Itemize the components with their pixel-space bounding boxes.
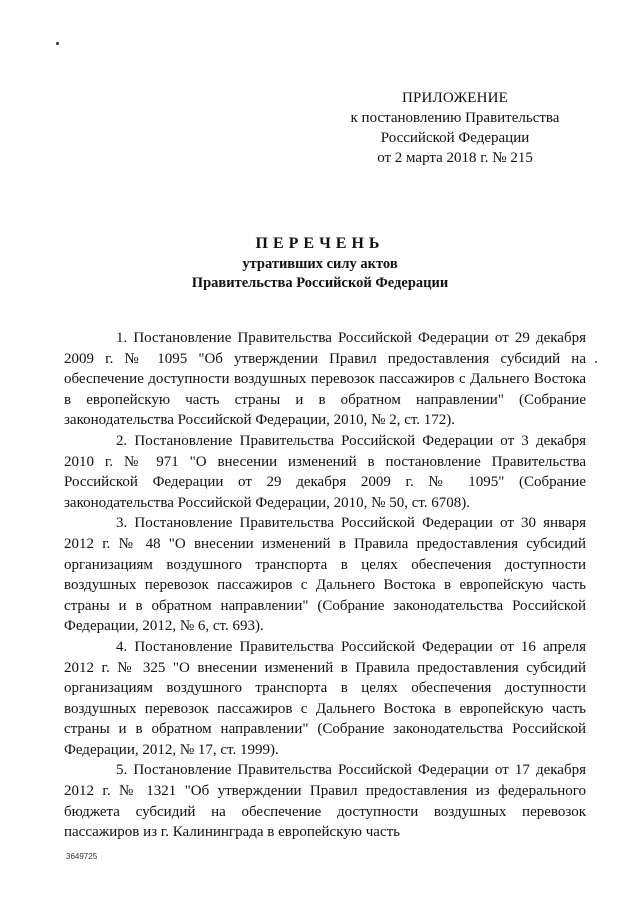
heading-subtitle: Правительства Российской Федерации	[191, 275, 449, 291]
heading-title: ПЕРЕЧЕНЬ	[255, 235, 385, 252]
list-item: 2. Постановление Правительства Российской Федерации от 3 декабря 2010 г. № 971 "О внесении изменений в постановление Правительства Российской Федерации от 29 декабря 2009 г. № 1095" (Собрание законодательства Российской Федерации, 2010, № 50, ст. 6708).	[64, 432, 586, 511]
scan-speck	[56, 42, 59, 45]
scan-speck	[595, 361, 597, 363]
appendix-date-number: от 2 марта 2018 г. № 215	[377, 150, 533, 166]
appendix-block	[330, 88, 580, 168]
document-heading	[140, 233, 500, 293]
appendix-line: к постановлению Правительства	[350, 110, 560, 126]
list-item: 3. Постановление Правительства Российской Федерации от 30 января 2012 г. № 48 "О внесении изменений в Правила предоставления субсидий организациям воздушного транспорта в целях обеспечения доступности воздушных перевозок пассажиров с Дальнего Востока в европейскую часть страны и в обратном направлении" (Собрание законодательства Российской Федерации, 2012, № 6, ст. 693).	[64, 515, 586, 635]
list-item: 4. Постановление Правительства Российской Федерации от 16 апреля 2012 г. № 325 "О внесении изменений в Правила предоставления субсидий организациям воздушного транспорта в целях обеспечения доступности воздушных перевозок пассажиров с Дальнего Востока в европейскую часть страны и в обратном направлении" (Собрание законодательства Российской Федерации, 2012, № 17, ст. 1999).	[64, 638, 586, 758]
list-of-acts	[64, 328, 586, 843]
appendix-line: Российской Федерации	[380, 130, 530, 146]
list-item: 1. Постановление Правительства Российской Федерации от 29 декабря 2009 г. № 1095 "Об утверждении Правил предоставления субсидий на обеспечение доступности воздушных перевозок пассажиров с Дальнего Востока в европейскую часть страны и в обратном направлении" (Собрание законодательства Российской Федерации, 2010, № 2, ст. 172).	[64, 330, 586, 429]
appendix-title: ПРИЛОЖЕНИЕ	[401, 90, 509, 106]
list-item: 5. Постановление Правительства Российской Федерации от 17 декабря 2012 г. № 1321 "Об утверждении Правил предоставления из федерального бюджета субсидий на обеспечение доступности воздушных перевозок пассажиров из г. Калининграда в европейскую часть	[64, 762, 586, 841]
heading-subtitle: утративших силу актов	[242, 256, 398, 272]
document-code: 3649725	[66, 852, 98, 861]
